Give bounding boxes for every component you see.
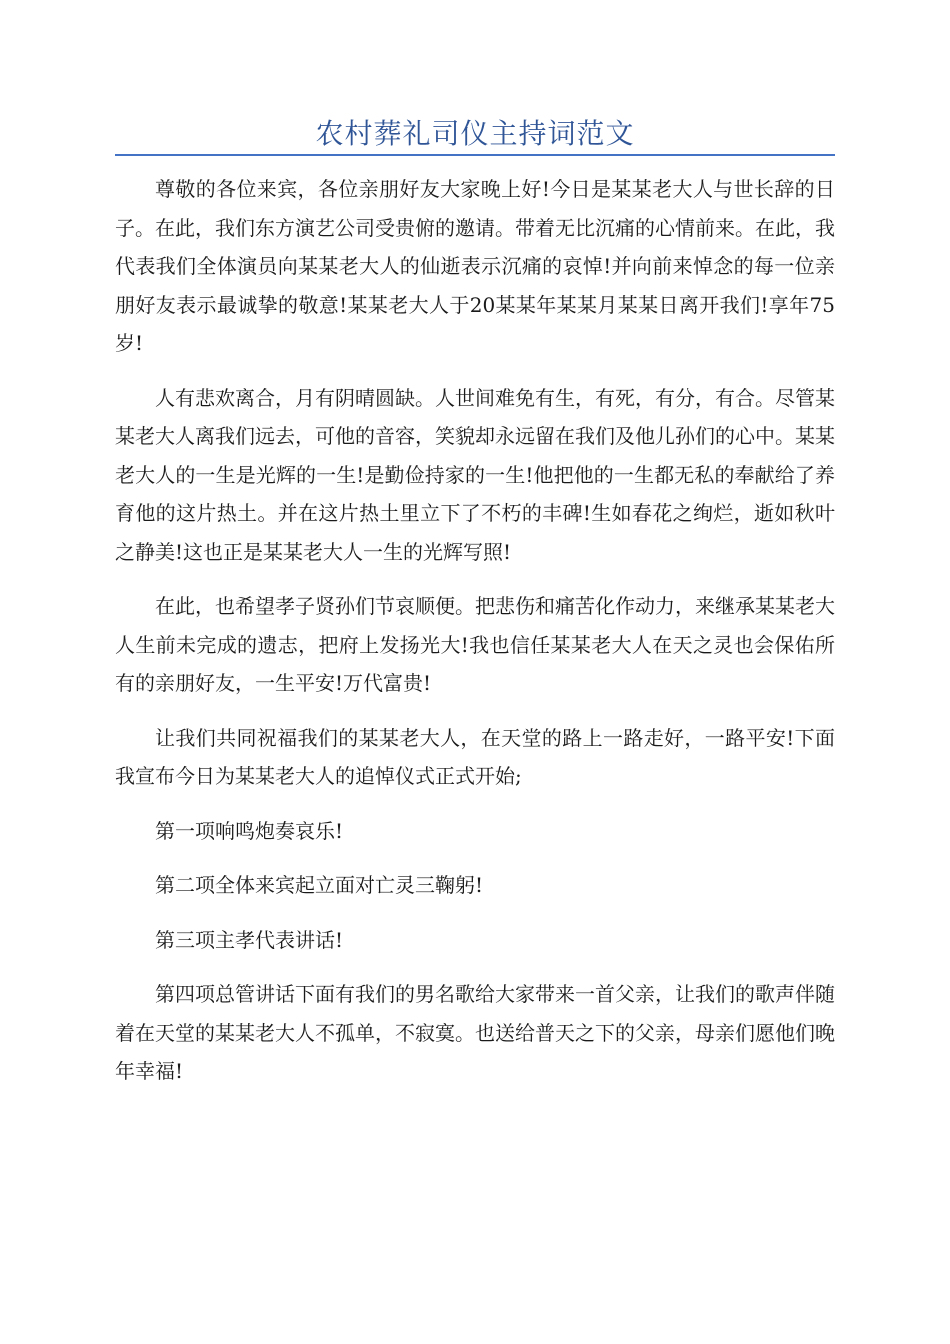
- paragraph-condolence: 在此，也希望孝子贤孙们节哀顺便。把悲伤和痛苦化作动力，来继承某某老大人生前未完成的遗志，把府上发扬光大!我也信任某某老大人在天之灵也会保佑所有的亲朋好友，一生平安!万代富贵!: [115, 594, 835, 695]
- paragraph-opening: 尊敬的各位来宾，各位亲朋好友大家晚上好!今日是某某老大人与世长辞的日子。在此，我们东方演艺公司受贵俯的邀请。带着无比沉痛的心情前来。在此，我代表我们全体演员向某某老大人的仙逝表示沉痛的哀悼!并向前来悼念的每一位亲朋好友表示最诚挚的敬意!某某老大人于20某某年某某月某某日离开我们!享年75岁!: [115, 177, 835, 355]
- title-underline: [115, 154, 835, 156]
- paragraph-item-3: 第三项主孝代表讲话!: [155, 927, 344, 952]
- document-body: [115, 170, 835, 1107]
- paragraph-item-1: 第一项响鸣炮奏哀乐!: [155, 818, 344, 843]
- paragraph-item-4: 第四项总管讲话下面有我们的男名歌给大家带来一首父亲，让我们的歌声伴随着在天堂的某某老大人不孤单，不寂寞。也送给普天之下的父亲，母亲们愿他们晚年幸福!: [115, 982, 835, 1083]
- paragraph-item-2: 第二项全体来宾起立面对亡灵三鞠躬!: [155, 873, 484, 897]
- document-title: 农村葬礼司仪主持词范文: [315, 117, 635, 150]
- paragraph-life: 人有悲欢离合，月有阴晴圆缺。人世间难免有生，有死，有分，有合。尽管某某老大人离我们远去，可他的音容，笑貌却永远留在我们及他儿孙们的心中。某某老大人的一生是光辉的一生!是勤俭持家的一生!他把他的一生都无私的奉献给了养育他的这片热土。并在这片热土里立下了不朽的丰碑!生如春花之绚烂，逝如秋叶之静美!这也正是某某老大人一生的光辉写照!: [115, 385, 835, 564]
- paragraph-ceremony-start: 让我们共同祝福我们的某某老大人，在天堂的路上一路走好，一路平安!下面我宣布今日为某某老大人的追悼仪式正式开始;: [115, 725, 835, 788]
